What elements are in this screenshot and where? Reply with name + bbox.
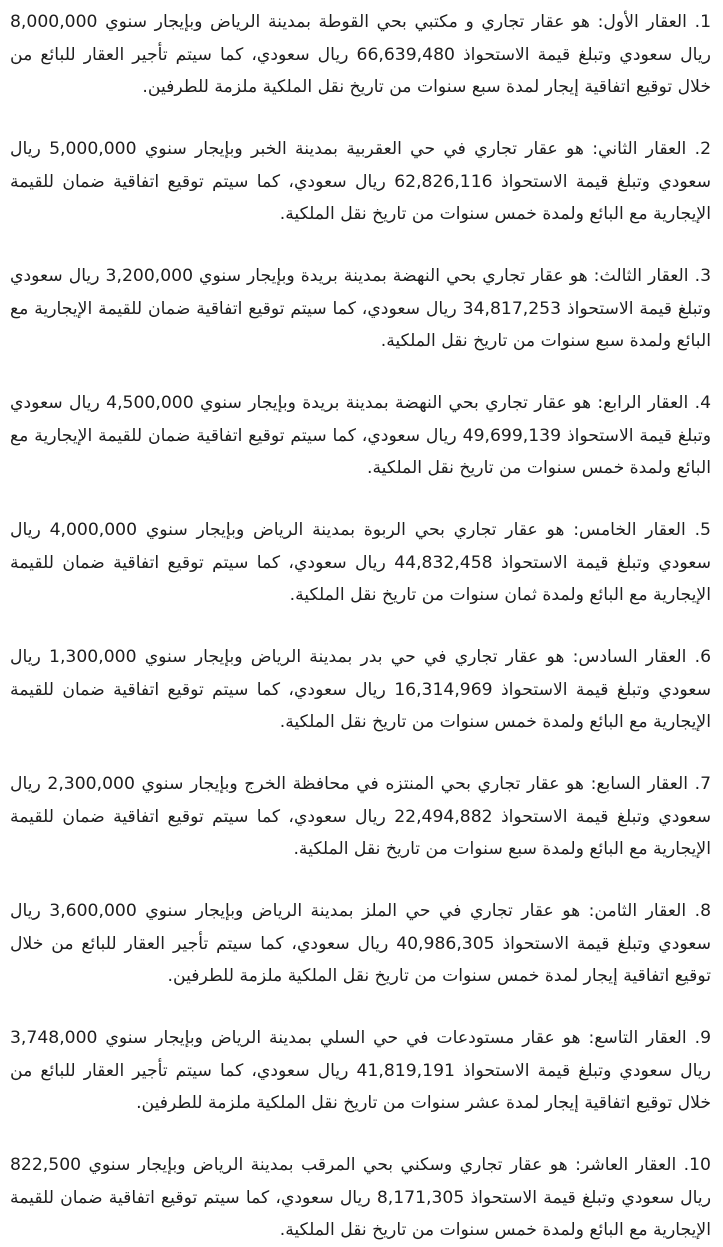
item-text: العقار السادس: هو عقار تجاري في حي بدر بمدينة الرياض وبإيجار سنوي 1,300,000 ريال سعودي وتبلغ قيمة الاستحواذ 16,314,969 ريال سعودي، كما سيتم توقيع اتفاقية ضمان للقيمة الإيجارية مع البائع ولمدة خمس سنوات من تاريخ نقل الملكية. [10,647,711,732]
item-text: العقار الخامس: هو عقار تجاري بحي الربوة بمدينة الرياض وبإيجار سنوي 4,000,000 ريال سعودي وتبلغ قيمة الاستحواذ 44,832,458 ريال سعودي، كما سيتم توقيع اتفاقية ضمان للقيمة الإيجارية مع البائع ولمدة ثمان سنوات من تاريخ نقل الملكية. [10,520,711,605]
item-number: 5. [694,520,711,540]
list-item [10,641,711,739]
item-text: العقار الأول: هو عقار تجاري و مكتبي بحي القوطة بمدينة الرياض وبإيجار سنوي 8,000,000 ريال سعودي وتبلغ قيمة الاستحواذ 66,639,480 ريال سعودي، كما سيتم تأجير العقار للبائع من خلال توقيع اتفاقية إيجار لمدة سبع سنوات من تاريخ نقل الملكية ملزمة للطرفين. [10,12,711,97]
item-text: العقار الثامن: هو عقار تجاري في حي الملز بمدينة الرياض وبإيجار سنوي 3,600,000 ريال سعودي وتبلغ قيمة الاستحواذ 40,986,305 ريال سعودي، كما سيتم تأجير العقار للبائع من خلال توقيع اتفاقية إيجار لمدة خمس سنوات من تاريخ نقل الملكية ملزمة للطرفين. [10,901,711,986]
item-number: 8. [694,901,712,921]
item-number: 3. [694,266,712,286]
item-text: العقار الثاني: هو عقار تجاري في حي العقربية بمدينة الخبر وبإيجار سنوي 5,000,000 ريال سعودي وتبلغ قيمة الاستحواذ 62,826,116 ريال سعودي، كما سيتم توقيع اتفاقية ضمان للقيمة الإيجارية مع البائع ولمدة خمس سنوات من تاريخ نقل الملكية. [10,139,711,224]
item-number: 2. [694,139,712,159]
list-item [10,387,711,485]
item-number: 6. [694,647,711,667]
list-item [10,514,711,612]
item-text: العقار السابع: هو عقار تجاري بحي المنتزه في محافظة الخرج وبإيجار سنوي 2,300,000 ريال سعودي وتبلغ قيمة الاستحواذ 22,494,882 ريال سعودي، كما سيتم توقيع اتفاقية ضمان للقيمة الإيجارية مع البائع ولمدة سبع سنوات من تاريخ نقل الملكية. [10,774,711,859]
item-text: العقار الرابع: هو عقار تجاري بحي النهضة بمدينة بريدة وبإيجار سنوي 4,500,000 ريال سعودي وتبلغ قيمة الاستحواذ 49,699,139 ريال سعودي، كما سيتم توقيع اتفاقية ضمان للقيمة الإيجارية مع البائع ولمدة خمس سنوات من تاريخ نقل الملكية. [10,393,711,478]
item-text: العقار الثالث: هو عقار تجاري بحي النهضة بمدينة بريدة وبإيجار سنوي 3,200,000 ريال سعودي وتبلغ قيمة الاستحواذ 34,817,253 ريال سعودي، كما سيتم توقيع اتفاقية ضمان للقيمة الإيجارية مع البائع ولمدة سبع سنوات من تاريخ نقل الملكية. [10,266,711,351]
list-item [10,895,711,993]
item-number: 9. [694,1028,711,1048]
list-item [10,6,711,104]
item-number: 4. [694,393,711,413]
list-item [10,1149,711,1247]
list-item [10,1022,711,1120]
item-number: 10. [683,1155,711,1175]
list-item [10,768,711,866]
item-text: العقار العاشر: هو عقار تجاري وسكني بحي المرقب بمدينة الرياض وبإيجار سنوي 822,500 ريال سعودي وتبلغ قيمة الاستحواذ 8,171,305 ريال سعودي، كما سيتم توقيع اتفاقية ضمان للقيمة الإيجارية مع البائع ولمدة خمس سنوات من تاريخ نقل الملكية. [10,1155,711,1240]
property-list [10,6,711,1247]
list-item [10,260,711,358]
item-number: 7. [694,774,711,794]
item-text: العقار التاسع: هو عقار مستودعات في حي السلي بمدينة الرياض وبإيجار سنوي 3,748,000 ريال سعودي وتبلغ قيمة الاستحواذ 41,819,191 ريال سعودي، كما سيتم تأجير العقار للبائع من خلال توقيع اتفاقية إيجار لمدة عشر سنوات من تاريخ نقل الملكية ملزمة للطرفين. [10,1028,711,1113]
item-number: 1. [694,12,711,32]
list-item [10,133,711,231]
